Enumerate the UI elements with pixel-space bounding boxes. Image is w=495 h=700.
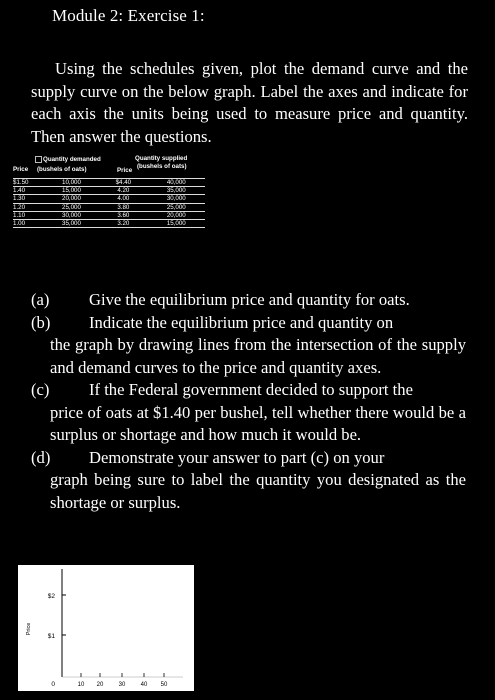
question-b: [31, 312, 466, 380]
qs-cell: 25,000: [148, 203, 205, 211]
question-a-text: Give the equilibrium price and quantity for oats.: [89, 290, 410, 309]
qs-cell: 40,000: [148, 179, 205, 187]
qs-cell: 20,000: [148, 211, 205, 219]
table-row: [13, 203, 205, 211]
y-tick-label: $1: [47, 633, 55, 640]
x-tick-label: 50: [160, 682, 168, 688]
qs-cell: 15,000: [148, 220, 205, 228]
x-tick-label: 40: [140, 682, 148, 688]
x-tick-label: 30: [118, 682, 126, 688]
questions-list: [31, 289, 466, 514]
qd-cell: 15,000: [44, 187, 99, 195]
price-cell: 4.00: [99, 195, 148, 203]
header-supply: Quantity supplied: [135, 155, 188, 162]
price-cell: $4.40: [99, 179, 148, 187]
schedule-table: [13, 155, 205, 246]
qd-cell: 25,000: [44, 203, 99, 211]
header-price-right: Price: [117, 167, 133, 174]
price-cell: 1.40: [13, 187, 44, 195]
question-c-text-first: If the Federal government decided to support the: [89, 380, 413, 399]
blank-graph: [18, 565, 194, 691]
price-cell: 4.20: [99, 187, 148, 195]
graph-svg: [18, 565, 194, 691]
qd-cell: 35,000: [44, 220, 99, 228]
question-d-label: (d): [31, 447, 51, 467]
price-cell: 1.30: [13, 195, 44, 203]
question-b-label: (b): [31, 312, 51, 332]
price-cell: 1.00: [13, 220, 44, 228]
x-tick-label: 20: [96, 682, 104, 688]
qd-cell: 30,000: [44, 211, 99, 219]
qs-cell: 30,000: [148, 195, 205, 203]
question-d-text-rest: graph being sure to label the quantity you designated as the shortage or surplus.: [50, 470, 466, 512]
table-row: [13, 195, 205, 203]
question-b-text-rest: the graph by drawing lines from the intersection of the supply and demand curves to the price and quantity axes.: [50, 335, 466, 377]
question-c-text-rest: price of oats at $1.40 per bushel, tell whether there would be a surplus or shortage and how much it would be.: [50, 402, 466, 444]
price-cell: 3.80: [99, 203, 148, 211]
question-c-label: (c): [31, 380, 50, 399]
qd-cell: 20,000: [44, 195, 99, 203]
qs-cell: 35,000: [148, 187, 205, 195]
price-cell: 3.20: [99, 220, 148, 228]
page-title: Module 2: Exercise 1:: [52, 6, 205, 25]
origin-label: 0: [51, 681, 55, 688]
header-price-left: Price: [13, 166, 29, 173]
table-row: [13, 179, 205, 187]
table-row: [13, 187, 205, 195]
table-row: [13, 220, 205, 228]
header-demand: Quantity demanded: [35, 156, 101, 163]
header-demand-sub: (bushels of oats): [37, 166, 87, 173]
price-cell: $1.50: [13, 179, 44, 187]
header-supply-sub: (bushels of oats): [137, 163, 187, 170]
question-a-label: (a): [31, 290, 50, 309]
question-b-text-first: Indicate the equilibrium price and quantity on: [89, 312, 394, 332]
x-tick-label: 10: [77, 682, 85, 688]
table-row: [13, 211, 205, 219]
price-cell: 1.10: [13, 211, 44, 219]
schedule-rows: [13, 178, 205, 228]
y-axis-label: Price: [26, 622, 32, 636]
intro-paragraph: Using the schedules given, plot the demand curve and the supply curve on the below graph. Label the axes and indicate for each axis the units being used to measure price and quantity. Then answer the questions.: [31, 59, 468, 146]
price-cell: 1.20: [13, 203, 44, 211]
question-d: [31, 447, 466, 515]
question-a: [31, 289, 466, 312]
y-tick-label: $2: [47, 593, 55, 600]
question-c: [31, 379, 466, 447]
question-d-text-first: Demonstrate your answer to part (c) on your: [89, 447, 385, 467]
qd-cell: 10,000: [44, 179, 99, 187]
price-cell: 3.60: [99, 211, 148, 219]
